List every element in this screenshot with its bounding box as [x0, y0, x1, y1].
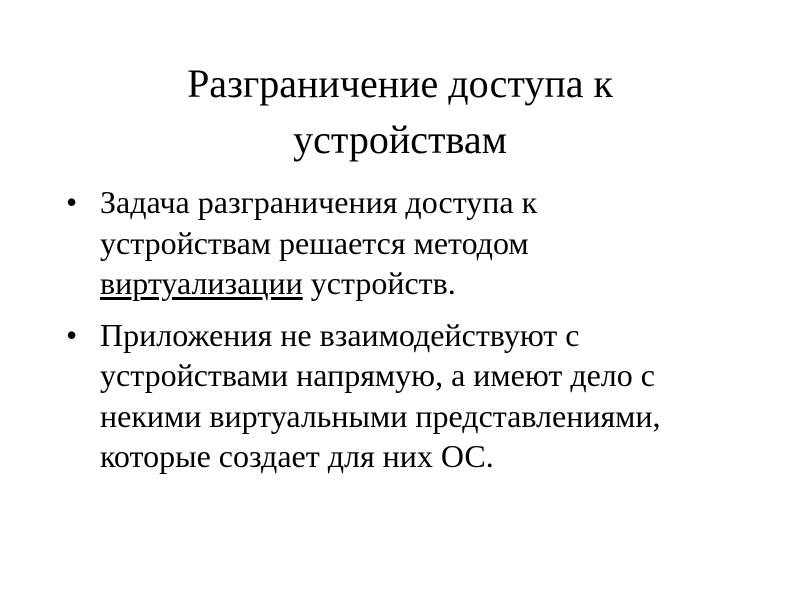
bullet-2-line-3: некими виртуальными представлениями, — [100, 397, 661, 434]
bullet-list — [60, 182, 760, 488]
bullet-2-line-1: Приложения не взаимодействуют с — [100, 316, 580, 353]
title-line-2: устройствам — [293, 117, 507, 162]
bullet-icon: • — [66, 184, 78, 220]
bullet-1-line-3-rest: устройств. — [302, 265, 456, 301]
bullet-1-line-1: Задача разграничения доступа к — [100, 184, 538, 220]
bullet-2-line-2: устройствами напрямую, а имеют дело с — [100, 357, 655, 393]
bullet-2-line-4: которые создает для них ОС. — [100, 438, 494, 474]
bullet-1-line-2: устройствам решается методом — [100, 224, 529, 261]
bullet-icon: • — [66, 316, 78, 353]
slide-title — [100, 56, 700, 168]
title-line-1: Разграничение доступа к — [187, 61, 613, 106]
underlined-term: виртуализации — [100, 265, 303, 301]
bullet-item-applications — [60, 315, 760, 477]
bullet-item-virtualization — [60, 182, 760, 304]
